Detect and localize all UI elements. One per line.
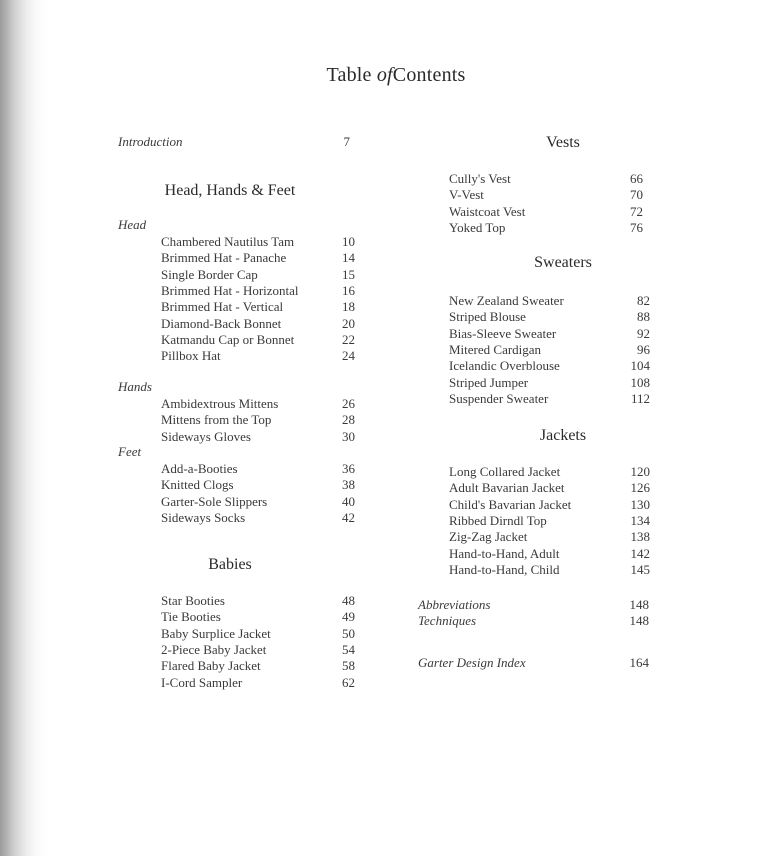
toc-entry-garter-design-index [418,655,649,671]
toc-entry-name: Zig-Zag Jacket [449,529,528,545]
toc-entry [449,546,650,562]
toc-entry-page: 96 [637,341,650,357]
toc-entry [161,461,355,477]
section-heading-vests: Vests [546,134,580,151]
toc-entry-name: Tie Booties [161,609,221,625]
toc-entry-page: 108 [630,374,650,390]
toc-entry-name: Garter Design Index [418,655,526,670]
toc-entry [161,332,355,348]
toc-entry-page: 50 [342,625,355,641]
toc-entry [161,234,355,250]
toc-entry-name: Brimmed Hat - Vertical [161,299,284,315]
toc-entry [449,171,643,187]
toc-entry-page: 36 [342,461,355,476]
toc-entry-page: 22 [342,331,355,347]
toc-entry [161,316,355,332]
toc-entry [161,642,355,658]
toc-entry-page: 130 [630,496,650,512]
toc-entry [161,477,355,493]
toc-entry-name: Pillbox Hat [161,348,221,364]
toc-entry-name: Yoked Top [449,219,506,235]
toc-entry-name: Single Border Cap [161,266,258,282]
toc-entry [161,396,355,412]
toc-entry-name: Abbreviations [418,597,491,612]
toc-entry [449,562,650,578]
toc-entry-page: 42 [342,509,355,525]
toc-entry-name: Waistcoat Vest [449,203,526,219]
toc-entry [161,283,355,299]
toc-entry [161,267,355,283]
toc-entry [449,293,650,309]
toc-entry-page: 120 [630,464,650,479]
toc-entry [161,658,355,674]
toc-entry [449,375,650,391]
toc-entry [418,597,649,613]
toc-entry-name: Sideways Socks [161,509,246,525]
toc-entry-name: Introduction [118,134,183,149]
toc-entry [418,613,649,629]
toc-entry-page: 72 [630,203,643,219]
toc-entry [161,675,355,691]
toc-entry [161,429,355,445]
toc-entry-name: Sideways Gloves [161,428,251,444]
toc-entry-name: Brimmed Hat - Panache [161,250,287,266]
toc-entry-name: Cully's Vest [449,171,511,186]
toc-entry-page: 40 [342,493,355,509]
toc-entry-name: Diamond-Back Bonnet [161,315,282,331]
toc-entry-name: Mitered Cardigan [449,341,542,357]
toc-entry-name: Icelandic Overblouse [449,358,560,374]
toc-entry-name: Striped Jumper [449,374,529,390]
toc-entry [161,593,355,609]
toc-entry-page: 88 [637,309,650,325]
toc-entry-page: 134 [630,512,650,528]
toc-entry-name: Hand-to-Hand, Adult [449,545,560,561]
toc-entry-name: Long Collared Jacket [449,464,561,479]
toc-entry-name: Katmandu Cap or Bonnet [161,331,295,347]
toc-entry-name: Baby Surplice Jacket [161,625,271,641]
toc-entry-name: Adult Bavarian Jacket [449,480,565,496]
toc-entry-name: Chambered Nautilus Tam [161,234,295,249]
group-label-feet: Feet [118,444,142,459]
toc-entry-name: Ambidextrous Mittens [161,396,279,411]
toc-entry-page: 148 [629,597,649,612]
toc-entry-page: 148 [629,613,649,629]
toc-entry-page: 62 [342,674,355,690]
toc-entry-page: 112 [630,390,650,406]
toc-entry [161,250,355,266]
toc-entry-page: 66 [630,171,643,186]
toc-entry-page: 18 [342,299,355,315]
toc-entry-page: 70 [630,187,643,203]
page-title [0,64,760,87]
toc-entry-name: Add-a-Booties [161,461,238,476]
section-heading-head-hands-feet: Head, Hands & Feet [164,182,296,199]
toc-entry [449,529,650,545]
toc-entry-name: Child's Bavarian Jacket [449,496,572,512]
section-heading-babies: Babies [208,556,252,573]
toc-entry [449,391,650,407]
toc-entry-name: Knitted Clogs [161,477,234,493]
toc-entry-page: 164 [629,655,649,670]
toc-entry [449,326,650,342]
toc-entry-page: 142 [630,545,650,561]
toc-entry-name: Bias-Sleeve Sweater [449,325,557,341]
toc-entry-name: Flared Baby Jacket [161,658,261,674]
toc-entry [161,510,355,526]
toc-entry-page: 24 [342,348,355,364]
toc-entry-page: 54 [342,641,355,657]
toc-entry-page: 76 [630,219,643,235]
toc-entry-page: 10 [342,234,355,249]
toc-entry [449,342,650,358]
toc-entry-name: Techniques [418,613,477,629]
toc-entry [161,609,355,625]
group-label-hands: Hands [118,379,152,394]
title-word-of: of [376,64,393,86]
title-word-table: Table [326,64,372,86]
toc-entry-page: 145 [630,561,650,577]
toc-entry-name: 2-Piece Baby Jacket [161,641,267,657]
section-heading-sweaters: Sweaters [534,254,592,271]
toc-entry-name: Garter-Sole Slippers [161,493,268,509]
section-heading-jackets: Jackets [539,427,587,444]
toc-entry-page: 20 [342,315,355,331]
toc-entry [449,513,650,529]
toc-entry-name: Striped Blouse [449,309,526,325]
toc-entry [449,309,650,325]
toc-entry-name: Brimmed Hat - Horizontal [161,282,299,298]
toc-entry-page: 126 [630,480,650,496]
toc-entry [449,464,650,480]
toc-entry-page: 26 [342,396,355,411]
toc-entry [449,204,643,220]
toc-entry-page: 138 [630,529,650,545]
group-label-head: Head [118,217,147,232]
toc-entry-introduction [118,134,350,150]
toc-entry [449,187,643,203]
toc-entry-page: 48 [342,593,355,608]
toc-entry-name: Star Booties [161,593,225,608]
toc-entry-page: 104 [630,358,650,374]
toc-entry-page: 38 [342,477,355,493]
toc-entry-page: 7 [343,134,350,149]
toc-entry [161,348,355,364]
toc-entry [161,494,355,510]
toc-entry [161,626,355,642]
toc-entry-page: 14 [342,250,355,266]
toc-entry-name: Ribbed Dirndl Top [449,512,547,528]
toc-entry-page: 30 [342,428,355,444]
toc-entry [449,358,650,374]
title-word-contents: Contents [392,64,466,86]
toc-entry-name: Suspender Sweater [449,390,549,406]
toc-entry-name: Mittens from the Top [161,412,272,428]
toc-entry-page: 28 [342,412,355,428]
toc-entry-page: 92 [637,325,650,341]
toc-entry [449,480,650,496]
toc-entry-page: 82 [637,293,650,308]
toc-entry-page: 15 [342,266,355,282]
toc-entry-name: V-Vest [449,187,484,203]
toc-entry-page: 58 [342,658,355,674]
toc-entry [449,220,643,236]
toc-entry-name: Hand-to-Hand, Child [449,561,560,577]
toc-entry-name: New Zealand Sweater [449,293,564,308]
toc-entry [449,497,650,513]
toc-entry-page: 49 [342,609,355,625]
toc-entry-name: I-Cord Sampler [161,674,243,690]
toc-entry [161,299,355,315]
toc-entry-page: 16 [342,282,355,298]
toc-entry [161,412,355,428]
